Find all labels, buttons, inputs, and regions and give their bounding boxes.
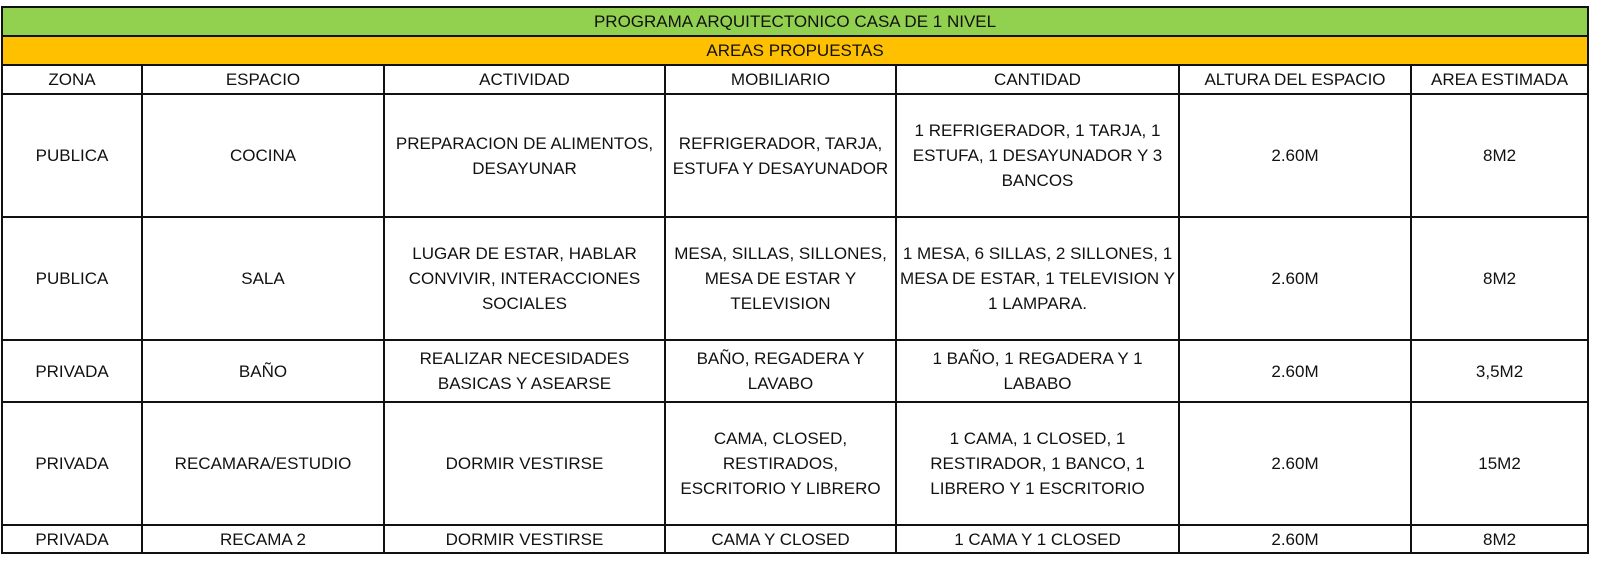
table-cell: RECAMA 2 [142, 525, 384, 553]
table-row [2, 402, 1588, 525]
table-cell: COCINA [142, 94, 384, 217]
table-cell: 8M2 [1411, 217, 1588, 340]
table-cell: PRIVADA [2, 340, 142, 402]
table-cell: LUGAR DE ESTAR, HABLAR CONVIVIR, INTERACCIONES SOCIALES [384, 217, 665, 340]
table-cell: PRIVADA [2, 525, 142, 553]
table-row [2, 94, 1588, 217]
table-cell: 2.60M [1179, 340, 1411, 402]
table-cell: BAÑO [142, 340, 384, 402]
table-cell: 2.60M [1179, 525, 1411, 553]
table-cell: MESA, SILLAS, SILLONES, MESA DE ESTAR Y TELEVISION [665, 217, 896, 340]
table-cell: BAÑO, REGADERA Y LAVABO [665, 340, 896, 402]
table-title: PROGRAMA ARQUITECTONICO CASA DE 1 NIVEL [2, 7, 1588, 36]
table-cell: SALA [142, 217, 384, 340]
column-header: CANTIDAD [896, 65, 1179, 94]
table-cell: 15M2 [1411, 402, 1588, 525]
table-cell: 2.60M [1179, 402, 1411, 525]
table-cell: CAMA, CLOSED, RESTIRADOS, ESCRITORIO Y LIBRERO [665, 402, 896, 525]
table-cell: 2.60M [1179, 217, 1411, 340]
table-subtitle: AREAS PROPUESTAS [2, 36, 1588, 65]
column-header: ZONA [2, 65, 142, 94]
table-cell: PREPARACION DE ALIMENTOS, DESAYUNAR [384, 94, 665, 217]
table-cell: 2.60M [1179, 94, 1411, 217]
table-cell: REALIZAR NECESIDADES BASICAS Y ASEARSE [384, 340, 665, 402]
column-header: ACTIVIDAD [384, 65, 665, 94]
column-header: MOBILIARIO [665, 65, 896, 94]
table-cell: 1 MESA, 6 SILLAS, 2 SILLONES, 1 MESA DE ESTAR, 1 TELEVISION Y 1 LAMPARA. [896, 217, 1179, 340]
table-cell: REFRIGERADOR, TARJA, ESTUFA Y DESAYUNADOR [665, 94, 896, 217]
table-cell: CAMA Y CLOSED [665, 525, 896, 553]
table-cell: 1 REFRIGERADOR, 1 TARJA, 1 ESTUFA, 1 DESAYUNADOR Y 3 BANCOS [896, 94, 1179, 217]
table-cell: DORMIR VESTIRSE [384, 402, 665, 525]
table-row [2, 217, 1588, 340]
table-cell: 8M2 [1411, 94, 1588, 217]
table-cell: PUBLICA [2, 217, 142, 340]
table-cell: 1 CAMA, 1 CLOSED, 1 RESTIRADOR, 1 BANCO, 1 LIBRERO Y 1 ESCRITORIO [896, 402, 1179, 525]
program-table [1, 6, 1589, 554]
table-cell: 1 CAMA Y 1 CLOSED [896, 525, 1179, 553]
column-header: ALTURA DEL ESPACIO [1179, 65, 1411, 94]
header-row [2, 65, 1588, 94]
table-cell: PRIVADA [2, 402, 142, 525]
table-row [2, 525, 1588, 553]
table-row [2, 340, 1588, 402]
table-cell: DORMIR VESTIRSE [384, 525, 665, 553]
table-cell: PUBLICA [2, 94, 142, 217]
table-cell: 8M2 [1411, 525, 1588, 553]
table-cell: 1 BAÑO, 1 REGADERA Y 1 LABABO [896, 340, 1179, 402]
table-cell: 3,5M2 [1411, 340, 1588, 402]
table-cell: RECAMARA/ESTUDIO [142, 402, 384, 525]
column-header: ESPACIO [142, 65, 384, 94]
column-header: AREA ESTIMADA [1411, 65, 1588, 94]
